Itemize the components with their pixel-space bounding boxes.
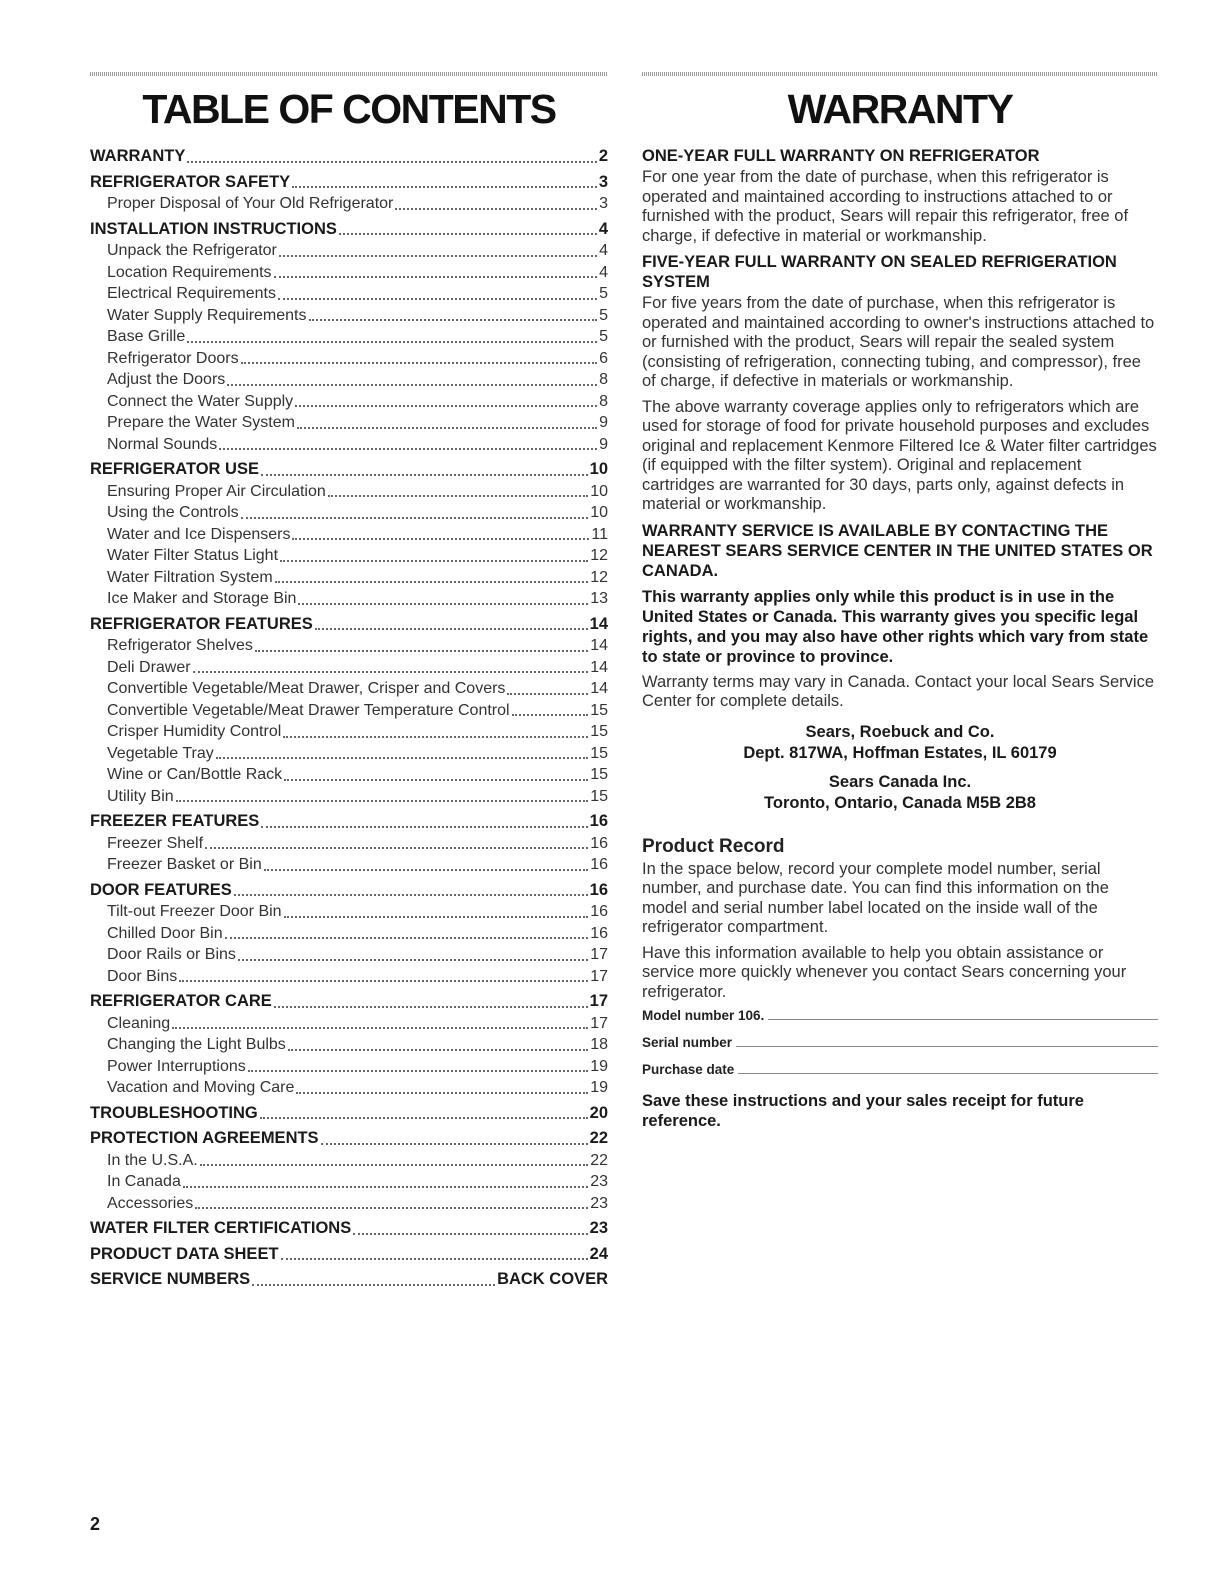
toc-column [90, 72, 608, 1291]
toc-subentry-label: Crisper Humidity Control [107, 723, 282, 740]
toc-subentry-page: 14 [590, 658, 608, 676]
purchase-date-label: Purchase date [642, 1062, 735, 1077]
serial-number-label: Serial number [642, 1035, 733, 1050]
toc-entry-label: REFRIGERATOR USE [90, 460, 259, 478]
toc-subentry-page: 17 [590, 967, 608, 985]
toc-subentry-page: 4 [599, 242, 608, 259]
address-ca-line-2: Toronto, Ontario, Canada M5B 2B8 [764, 793, 1036, 812]
toc-leader-dots [292, 186, 597, 188]
toc-subentry-page: 8 [599, 371, 608, 388]
toc-subentry[interactable] [90, 1056, 608, 1078]
toc-subentry-label: Normal Sounds [107, 435, 218, 453]
five-year-text: For five years from the date of purchase, when this refrigerator is operated and maintained according to owner's instructions attached to or furnished with the product, Sears will repair the sealed system (consisting of refrigeration, connecting tubing, and compressor), free of charge, if defective in materials or workmanship. [642, 294, 1155, 390]
toc-leader-dots [280, 560, 588, 562]
toc-leader-dots [200, 1164, 588, 1166]
toc-leader-dots [274, 276, 598, 278]
toc-subentry[interactable] [90, 391, 608, 413]
toc-section [90, 459, 608, 610]
toc-entry-page: BACK COVER [497, 1270, 608, 1288]
toc-title: TABLE OF CONTENTS [142, 86, 556, 132]
purchase-date-field[interactable] [642, 1062, 1158, 1077]
address-us-line-1: Sears, Roebuck and Co. [805, 722, 995, 741]
toc-subentry-label: Tilt-out Freezer Door Bin [107, 903, 282, 920]
toc-subentry-label: Base Grille [107, 328, 186, 345]
toc-leader-dots [219, 448, 597, 450]
toc-leader-dots [296, 1092, 588, 1094]
toc-subentry-page: 23 [590, 1173, 608, 1190]
model-number-label: Model number 106. [642, 1008, 765, 1023]
toc-subentry-page: 15 [590, 787, 608, 805]
toc-entry[interactable] [90, 614, 608, 636]
toc-subentry-label: Chilled Door Bin [107, 924, 223, 942]
toc-subentry[interactable] [90, 305, 608, 327]
toc-subentry[interactable] [90, 240, 608, 262]
toc-list [90, 146, 608, 1291]
toc-subentry[interactable] [90, 700, 608, 722]
toc-subentry[interactable] [90, 1150, 608, 1172]
toc-leader-dots [264, 869, 588, 871]
toc-subentry-label: Changing the Light Bulbs [107, 1036, 286, 1053]
toc-subentry[interactable] [90, 1013, 608, 1035]
serial-number-line [736, 1046, 1158, 1047]
toc-section [90, 172, 608, 215]
toc-entry-page: 2 [598, 147, 608, 165]
toc-subentry-label: Power Interruptions [107, 1057, 246, 1075]
toc-leader-dots [321, 1143, 588, 1145]
one-year-heading: ONE-YEAR FULL WARRANTY ON REFRIGERATOR [642, 147, 1040, 165]
toc-subentry[interactable] [90, 1034, 608, 1056]
toc-subentry-label: Freezer Shelf [107, 834, 204, 852]
toc-subentry-label: Unpack the Refrigerator [107, 242, 277, 259]
toc-subentry[interactable] [90, 369, 608, 391]
toc-section [90, 991, 608, 1099]
toc-leader-dots [252, 1284, 495, 1286]
toc-subentry[interactable] [90, 1077, 608, 1099]
toc-leader-dots [183, 1186, 588, 1188]
toc-leader-dots [274, 1006, 588, 1008]
five-year-heading: FIVE-YEAR FULL WARRANTY ON SEALED REFRIGERATION SYSTEM [642, 253, 1117, 291]
toc-subentry[interactable] [90, 721, 608, 743]
toc-subentry-page: 9 [599, 414, 608, 431]
toc-subentry-label: Wine or Can/Bottle Rack [107, 766, 283, 783]
toc-leader-dots [512, 714, 589, 716]
toc-subentry[interactable] [90, 412, 608, 434]
toc-entry-label: REFRIGERATOR FEATURES [90, 614, 313, 633]
toc-leader-dots [395, 208, 597, 210]
toc-entry[interactable] [90, 172, 608, 194]
toc-entry-label: INSTALLATION INSTRUCTIONS [90, 219, 337, 238]
toc-subentry-label: Utility Bin [107, 787, 174, 805]
toc-subentry-label: Door Bins [107, 967, 178, 985]
toc-subentry-page: 15 [590, 723, 608, 740]
warranty-column [642, 72, 1158, 1137]
toc-entry-page: 16 [589, 880, 608, 899]
toc-leader-dots [248, 1070, 588, 1072]
toc-leader-dots [295, 405, 597, 407]
toc-leader-dots [297, 427, 597, 429]
toc-leader-dots [260, 1117, 588, 1119]
address-us-line-2: Dept. 817WA, Hoffman Estates, IL 60179 [743, 743, 1057, 762]
toc-leader-dots [283, 736, 588, 738]
toc-section [90, 1103, 608, 1125]
toc-subentry-label: Ice Maker and Storage Bin [107, 590, 297, 607]
one-year-text: For one year from the date of purchase, when this refrigerator is operated and maintained according to instructions attached to or furnished with the product, Sears will repair this refrigerator, free of charge, if defective in material or workmanship. [642, 168, 1129, 245]
toc-subentry-page: 6 [599, 349, 608, 367]
toc-subentry-label: Refrigerator Shelves [107, 637, 253, 654]
toc-entry[interactable] [90, 1218, 608, 1240]
toc-subentry-page: 3 [599, 195, 608, 212]
toc-subentry-label: Cleaning [107, 1014, 171, 1032]
toc-entry-label: PRODUCT DATA SHEET [90, 1244, 279, 1263]
toc-leader-dots [176, 800, 589, 802]
toc-subentry[interactable] [90, 567, 608, 589]
toc-subentry-page: 18 [590, 1036, 608, 1053]
toc-entry-page: 3 [598, 172, 608, 191]
toc-subentry[interactable] [90, 326, 608, 348]
toc-subentry-label: Door Rails or Bins [107, 946, 236, 963]
canada-terms-text: Warranty terms may vary in Canada. Contact your local Sears Service Center for complete details. [642, 672, 1154, 710]
toc-leader-dots [328, 495, 588, 497]
toc-subentry-page: 12 [590, 547, 608, 564]
save-note: Save these instructions and your sales receipt for future reference. [642, 1092, 1084, 1130]
toc-leader-dots [507, 693, 588, 695]
toc-subentry-page: 19 [590, 1079, 608, 1096]
toc-leader-dots [279, 255, 597, 257]
toc-entry[interactable] [90, 1128, 608, 1150]
toc-leader-dots [225, 937, 589, 939]
toc-subentry[interactable] [90, 944, 608, 966]
toc-entry-label: PROTECTION AGREEMENTS [90, 1129, 319, 1147]
toc-subentry-page: 16 [590, 856, 608, 873]
toc-section [90, 1218, 608, 1240]
toc-entry[interactable] [90, 1244, 608, 1266]
toc-entry-page: 17 [589, 992, 608, 1010]
coverage-text: The above warranty coverage applies only to refrigerators which are used for storage of food for private household purposes and excludes original and replacement Kenmore Filtered Ice & Water filter cartridges (if equipped with the filter system). Original and replacement cartridges are warranted for 30 days, parts only, against defects in material or workmanship. [642, 397, 1157, 513]
toc-subentry[interactable] [90, 678, 608, 700]
toc-subentry[interactable] [90, 833, 608, 855]
toc-subentry-page: 14 [590, 680, 608, 697]
toc-entry-page: 16 [589, 812, 608, 830]
toc-entry[interactable] [90, 811, 608, 833]
toc-subentry-page: 15 [590, 701, 608, 719]
toc-leader-dots [278, 298, 597, 300]
toc-subentry-label: Proper Disposal of Your Old Refrigerator [107, 195, 394, 212]
toc-entry-page: 20 [589, 1103, 608, 1122]
toc-subentry-label: Electrical Requirements [107, 285, 276, 302]
toc-entry[interactable] [90, 459, 608, 481]
toc-subentry-label: Refrigerator Doors [107, 349, 239, 367]
service-heading: WARRANTY SERVICE IS AVAILABLE BY CONTACTING THE NEAREST SEARS SERVICE CENTER IN THE UNITED STATES OR CANADA. [642, 521, 1153, 580]
toc-subentry[interactable] [90, 502, 608, 524]
toc-leader-dots [216, 757, 588, 759]
toc-subentry[interactable] [90, 764, 608, 786]
toc-leader-dots [187, 341, 597, 343]
toc-leader-dots [193, 671, 589, 673]
toc-subentry[interactable] [90, 434, 608, 456]
toc-entry-label: WARRANTY [90, 147, 186, 165]
toc-subentry[interactable] [90, 262, 608, 284]
toc-subentry-label: Vacation and Moving Care [107, 1079, 295, 1096]
toc-leader-dots [172, 1027, 588, 1029]
toc-leader-dots [339, 233, 597, 235]
toc-section [90, 614, 608, 808]
toc-subentry[interactable] [90, 854, 608, 876]
top-rule [90, 72, 608, 76]
toc-subentry-page: 5 [599, 306, 608, 324]
toc-entry-page: 14 [589, 614, 608, 633]
toc-subentry[interactable] [90, 193, 608, 215]
toc-leader-dots [227, 384, 597, 386]
model-number-field[interactable] [642, 1008, 1158, 1023]
toc-subentry-label: Water and Ice Dispensers [107, 525, 291, 543]
toc-subentry-label: In Canada [107, 1173, 181, 1190]
toc-subentry[interactable] [90, 1193, 608, 1215]
toc-entry-label: SERVICE NUMBERS [90, 1270, 251, 1288]
toc-leader-dots [205, 847, 588, 849]
toc-leader-dots [284, 916, 589, 918]
toc-leader-dots [241, 362, 597, 364]
toc-leader-dots [284, 779, 588, 781]
toc-leader-dots [315, 628, 588, 630]
toc-leader-dots [353, 1233, 587, 1235]
toc-subentry-page: 5 [599, 285, 608, 302]
toc-subentry-label: Freezer Basket or Bin [107, 856, 262, 873]
toc-entry-label: DOOR FEATURES [90, 880, 232, 899]
toc-subentry-page: 15 [590, 744, 608, 762]
toc-subentry-page: 19 [590, 1057, 608, 1075]
toc-entry-page: 24 [589, 1244, 608, 1263]
toc-subentry-page: 17 [590, 946, 608, 963]
toc-entry-label: TROUBLESHOOTING [90, 1103, 258, 1122]
product-record-text: In the space below, record your complete model number, serial number, and purchase date. You can find this information on the model and serial number label located on the inside wall of the refrigerator compartment. [642, 859, 1109, 936]
toc-subentry-page: 4 [599, 263, 608, 281]
top-rule [642, 72, 1158, 76]
toc-entry-page: 23 [589, 1219, 608, 1237]
toc-leader-dots [261, 474, 588, 476]
toc-subentry-page: 5 [599, 328, 608, 345]
toc-entry-page: 4 [598, 219, 608, 238]
toc-subentry[interactable] [90, 348, 608, 370]
toc-entry[interactable] [90, 1269, 608, 1291]
toc-subentry-page: 22 [590, 1151, 608, 1169]
toc-leader-dots [187, 161, 596, 163]
toc-subentry-page: 14 [590, 637, 608, 654]
toc-subentry[interactable] [90, 923, 608, 945]
toc-section [90, 219, 608, 456]
product-record-text-2: Have this information available to help you obtain assistance or service more quickly whenever you contact Sears concerning your refrigerator. [642, 943, 1127, 1001]
toc-leader-dots [292, 538, 589, 540]
address-us [642, 722, 1158, 764]
toc-entry[interactable] [90, 146, 608, 168]
address-ca-line-1: Sears Canada Inc. [828, 772, 972, 791]
toc-subentry-label: Ensuring Proper Air Circulation [107, 482, 326, 500]
toc-subentry-page: 15 [590, 766, 608, 783]
toc-subentry[interactable] [90, 524, 608, 546]
toc-entry-label: REFRIGERATOR SAFETY [90, 172, 291, 191]
toc-entry-page: 22 [589, 1129, 608, 1147]
warranty-title: WARRANTY [787, 86, 1013, 132]
toc-subentry-label: Connect the Water Supply [107, 392, 294, 410]
product-record-title: Product Record [642, 835, 785, 857]
toc-subentry[interactable] [90, 786, 608, 808]
toc-entry[interactable] [90, 219, 608, 241]
toc-entry[interactable] [90, 880, 608, 902]
toc-leader-dots [309, 319, 598, 321]
toc-subentry-page: 16 [590, 903, 608, 920]
toc-section [90, 1128, 608, 1214]
toc-subentry-label: Water Supply Requirements [107, 306, 307, 324]
toc-subentry-page: 11 [591, 525, 608, 543]
toc-subentry[interactable] [90, 966, 608, 988]
purchase-date-line [738, 1073, 1158, 1074]
toc-subentry-label: Convertible Vegetable/Meat Drawer, Crisper and Covers [107, 680, 506, 697]
toc-leader-dots [195, 1207, 588, 1209]
toc-leader-dots [281, 1258, 588, 1260]
toc-entry-label: REFRIGERATOR CARE [90, 992, 272, 1010]
toc-subentry-page: 23 [590, 1194, 608, 1212]
toc-entry[interactable] [90, 1103, 608, 1125]
toc-leader-dots [255, 650, 588, 652]
toc-section [90, 1244, 608, 1266]
toc-subentry-page: 12 [590, 568, 608, 586]
toc-subentry-label: Location Requirements [107, 263, 272, 281]
rights-text: This warranty applies only while this product is in use in the United States or Canada. This warranty gives you specific legal rights, and you may also have other rights which vary from state to state or province to province. [642, 587, 1149, 666]
toc-section [90, 146, 608, 168]
toc-subentry[interactable] [90, 657, 608, 679]
toc-leader-dots [241, 517, 589, 519]
toc-subentry-page: 13 [590, 590, 608, 607]
toc-section [90, 880, 608, 988]
toc-subentry[interactable] [90, 635, 608, 657]
toc-section [90, 1269, 608, 1291]
toc-subentry[interactable] [90, 743, 608, 765]
toc-leader-dots [261, 826, 587, 828]
toc-entry[interactable] [90, 991, 608, 1013]
page-number: 2 [90, 1514, 101, 1534]
toc-subentry-label: In the U.S.A. [107, 1151, 198, 1169]
toc-subentry-label: Using the Controls [107, 504, 239, 521]
toc-subentry-label: Adjust the Doors [107, 371, 226, 388]
toc-leader-dots [238, 959, 588, 961]
toc-subentry[interactable] [90, 901, 608, 923]
toc-section [90, 811, 608, 876]
toc-subentry-label: Vegetable Tray [107, 744, 214, 762]
toc-entry-label: WATER FILTER CERTIFICATIONS [90, 1219, 352, 1237]
toc-subentry-label: Water Filtration System [107, 568, 273, 586]
toc-subentry-label: Accessories [107, 1194, 194, 1212]
toc-subentry-label: Convertible Vegetable/Meat Drawer Temperature Control [107, 701, 510, 719]
toc-leader-dots [179, 980, 588, 982]
toc-leader-dots [288, 1049, 588, 1051]
toc-entry-label: FREEZER FEATURES [90, 812, 260, 830]
toc-subentry-page: 17 [590, 1014, 608, 1032]
toc-leader-dots [275, 581, 589, 583]
toc-subentry-page: 10 [590, 504, 608, 521]
address-canada [642, 772, 1158, 814]
toc-leader-dots [298, 603, 588, 605]
toc-subentry-label: Water Filter Status Light [107, 547, 279, 564]
toc-subentry-page: 10 [590, 482, 608, 500]
toc-subentry-label: Deli Drawer [107, 658, 191, 676]
toc-subentry[interactable] [90, 481, 608, 503]
toc-subentry[interactable] [90, 545, 608, 567]
toc-subentry[interactable] [90, 283, 608, 305]
toc-subentry-page: 16 [590, 834, 608, 852]
toc-subentry-page: 9 [599, 435, 608, 453]
toc-subentry-page: 16 [590, 924, 608, 942]
toc-leader-dots [234, 894, 588, 896]
model-number-line [768, 1019, 1158, 1020]
toc-subentry-label: Prepare the Water System [107, 414, 295, 431]
toc-entry-page: 10 [589, 460, 608, 478]
toc-subentry[interactable] [90, 1171, 608, 1193]
serial-number-field[interactable] [642, 1035, 1158, 1050]
toc-subentry-page: 8 [599, 392, 608, 410]
toc-subentry[interactable] [90, 588, 608, 610]
